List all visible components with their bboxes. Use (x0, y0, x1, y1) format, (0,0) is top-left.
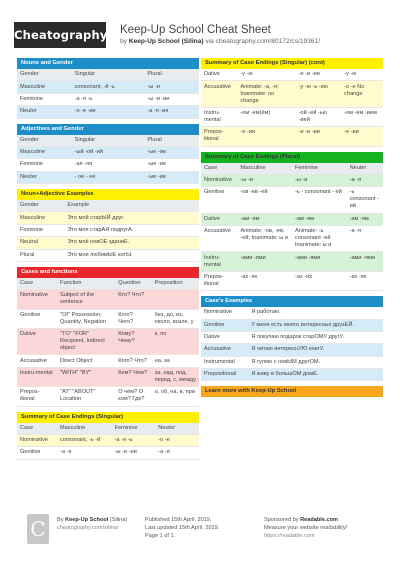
table-cell: Instru-mental (201, 107, 237, 126)
table-header-cell: Singular (72, 135, 145, 147)
learn-more-link[interactable]: Learn more with Keep-Up School (201, 386, 383, 397)
table-row (201, 127, 383, 146)
table-row (201, 226, 383, 252)
table-row (201, 331, 383, 343)
table-cell: -ами -ями (237, 252, 292, 271)
table-cell: Plural (17, 249, 64, 261)
table-row (17, 355, 199, 367)
table-row (201, 107, 383, 126)
table-row (17, 93, 199, 105)
nouns-gender-block (17, 58, 199, 119)
table-cell: -о -е (155, 434, 199, 446)
table-cell: Кого? Что? (115, 355, 151, 367)
table-header-cell: Preposition (152, 278, 199, 290)
summary-singular-table (17, 423, 199, 460)
table-cell: Это мой старЫЙ друг. (64, 212, 199, 224)
table-cell: -ам -ям (237, 213, 292, 225)
table-row (201, 174, 383, 186)
table-cell: Neuter (17, 171, 72, 183)
table-cell: -а -я -ь (112, 434, 156, 446)
table-header-cell: Case (17, 278, 57, 290)
table-cell: consonant, -ь -й (57, 434, 112, 446)
page-header (0, 0, 400, 55)
table-cell: Masculine (17, 81, 72, 93)
footer-author-url[interactable]: cheatography.com/silina/ (57, 525, 119, 531)
block-title: Summary of Case Endings (Singular) (17, 412, 199, 423)
cases-examples-table (201, 307, 383, 381)
table-cell: Animate: -а, -я; Inanimate: no change (237, 81, 295, 107)
noun-adjective-examples-block (17, 189, 199, 262)
footer-by-label: By (57, 517, 64, 523)
table-cell: "TO" "FOR" Recipient, Indirect object (57, 329, 115, 355)
table-cell: к, по (152, 329, 199, 355)
table-row (201, 271, 383, 290)
table-cell: за, над, под, перед, с, между (152, 367, 199, 386)
page-count: Page 1 of 1. (145, 533, 176, 539)
table-cell: Dative (17, 329, 57, 355)
table-row (17, 249, 199, 261)
table-cell: Кого? Чего? (115, 309, 151, 328)
table-row (17, 106, 199, 118)
table-cell: Dative (201, 213, 237, 225)
sponsor-url[interactable]: https://readable.com (264, 533, 315, 539)
footer-author-suffix: (Silina) (109, 517, 128, 523)
footer-author-link[interactable]: Keep-Up School (65, 517, 109, 523)
table-cell: Genitive (17, 309, 57, 328)
table-cell: Accusative (201, 226, 237, 252)
table-cell: -а -я (57, 447, 112, 459)
table-cell: Nominative (17, 290, 57, 309)
footer-dates (145, 516, 219, 540)
table-row (201, 356, 383, 368)
table-cell: -а -я (347, 226, 383, 252)
table-header-cell: Masculine (57, 423, 112, 435)
table-row (17, 434, 199, 446)
table-cell: Nominative (201, 174, 237, 186)
sponsor-line (264, 516, 347, 524)
table-row (17, 447, 199, 459)
table-cell: -е -и -ии (296, 127, 342, 146)
table-cell: -ь consonant - ий (347, 187, 383, 213)
table-header-cell: Gender (17, 135, 72, 147)
block-title: Summary of Case Endings (Plural) (201, 152, 383, 163)
table-cell: -ах -ях (237, 271, 292, 290)
table-header-cell: Question (115, 278, 151, 290)
table-row (201, 252, 383, 271)
sponsored-label: Sponsored by (264, 517, 299, 523)
table-cell: Prepos-itional (201, 271, 237, 290)
learn-more-block (201, 386, 383, 407)
table-header-cell: Plural (144, 69, 199, 81)
table-cell: Dative (201, 331, 248, 343)
table-cell: -ый -ой -ий (72, 146, 145, 158)
updated-date: Last updated 15th April, 2019. (145, 525, 220, 531)
table-cell: Я покупаю подарок старОМУ другУ. (248, 331, 383, 343)
left-column (17, 58, 199, 465)
table-cell: Dative (201, 69, 237, 81)
via-label: via (205, 38, 214, 45)
table-cell: -а -я (155, 447, 199, 459)
table-header-cell: Case (201, 163, 237, 175)
table-cell: -ая -яя (72, 159, 145, 171)
table-cell: -е -ии (341, 127, 383, 146)
table-cell: Neutral (17, 237, 64, 249)
table-header-row (17, 200, 199, 212)
table-row (201, 81, 383, 107)
table-cell: Prepositional (201, 369, 248, 381)
table-row (201, 187, 383, 213)
table-cell: -у -ю (341, 69, 383, 81)
table-cell: Instru-mental (201, 252, 237, 271)
table-cell: Direct Object (57, 355, 115, 367)
table-cell: -ами -ями (292, 252, 347, 271)
table-cell: Animate: -ь consonant -ей Inanimate: ы и (292, 226, 347, 252)
table-row (201, 344, 383, 356)
table-cell: Кому? Чему? (115, 329, 151, 355)
noun-adjective-examples-table (17, 200, 199, 262)
table-cell: Genitive (17, 447, 57, 459)
table-cell: -е -ии (237, 127, 295, 146)
table-header-cell: Example (64, 200, 199, 212)
table-cell: -ой -ей -ью -ией (296, 107, 342, 126)
published-date: Published 15th April, 2019. (145, 517, 212, 523)
table-cell: У меня есть много интересных друзЕЙ. (248, 319, 383, 331)
adjectives-gender-block (17, 124, 199, 185)
table-row (17, 81, 199, 93)
table-cell: Это моя старАЯ подругА. (64, 224, 199, 236)
table-header-cell: Neuter (347, 163, 383, 175)
table-header-cell: Singular (72, 69, 145, 81)
block-title: Summary of Case Endings (Singular) (cont) (201, 58, 383, 69)
sheet-url-link[interactable]: cheatography.com/80172/cs/19361/ (215, 38, 321, 45)
table-row (17, 367, 199, 386)
table-cell: -ы -и -ии (112, 447, 156, 459)
table-row (201, 213, 383, 225)
table-cell: -ые -ие (144, 171, 199, 183)
table-cell: Accusative (201, 344, 248, 356)
table-cell: -е -и -ии (296, 69, 342, 81)
table-row (17, 290, 199, 309)
table-cell: -а -я -ия (144, 106, 199, 118)
table-header-cell: Masculine (237, 163, 292, 175)
table-header-cell: Neuter (155, 423, 199, 435)
table-cell: Feminine (17, 93, 72, 105)
block-title: Cases and functions (17, 267, 199, 278)
table-header-row (17, 423, 199, 435)
table-row (201, 319, 383, 331)
table-cell: "WITH" "BY" (57, 367, 115, 386)
table-row (17, 237, 199, 249)
by-label: by (120, 38, 127, 45)
table-cell: -ах -ях (292, 271, 347, 290)
table-header-cell: Feminine (112, 423, 156, 435)
table-cell: -ам -ям (347, 213, 383, 225)
table-cell: Я читаю интереснУЮ книгУ. (248, 344, 383, 356)
author-link[interactable]: Keep-Up School (Silina) (128, 38, 204, 45)
page-footer (17, 506, 387, 558)
footer-author-line (57, 516, 127, 524)
table-cell: Subject of the sentence (57, 290, 115, 309)
summary-singular-cont-block (201, 58, 383, 147)
nouns-gender-table (17, 69, 199, 119)
block-title: Case's Examples (201, 296, 383, 307)
table-header-cell: Plural (144, 135, 199, 147)
table-cell: Nominative (17, 434, 57, 446)
table-row (17, 146, 199, 158)
table-cell: -ы -и (144, 81, 199, 93)
table-cell: Feminine (17, 224, 64, 236)
summary-plural-table (201, 163, 383, 292)
table-cell: -ах -ях (347, 271, 383, 290)
cases-functions-table (17, 278, 199, 407)
table-cell: - ое - ее (72, 171, 145, 183)
table-cell: Genitive (201, 319, 248, 331)
sponsor-tagline: Measure your website readability! (264, 525, 348, 531)
table-row (201, 369, 383, 381)
table-cell: О чём? О ком? Где? (115, 387, 151, 406)
table-header-row (201, 163, 383, 175)
table-cell: consonant, -й -ь (72, 81, 145, 93)
table-header-row (17, 69, 199, 81)
adjectives-gender-table (17, 135, 199, 185)
table-cell: -о -е No change (341, 81, 383, 107)
table-cell: Я гуляю с новЫМ другОМ. (248, 356, 383, 368)
table-header-cell: Feminine (292, 163, 347, 175)
table-cell: Это мои любимЫЕ котЫ. (64, 249, 199, 261)
table-cell: о, об, на, в, при (152, 387, 199, 406)
table-cell: -ы -и (237, 174, 292, 186)
table-cell: -у -ю (237, 69, 295, 81)
table-cell: Instru-mental (17, 367, 57, 386)
table-header-cell: Case (17, 423, 57, 435)
table-cell: Я работаю. (248, 307, 383, 319)
sheet-title: Keep-Up School Cheat Sheet (120, 24, 271, 36)
table-cell: Masculine (17, 146, 72, 158)
table-cell: Feminine (17, 159, 72, 171)
table-cell: -ь - consonant - ей (292, 187, 347, 213)
table-cell: -ам -ям (292, 213, 347, 225)
table-cell: -ами -ями (347, 252, 383, 271)
table-cell: Я живу в большОМ домЕ. (248, 369, 383, 381)
table-cell: Accusative (201, 81, 237, 107)
table-cell: -а -я -ь (72, 93, 145, 105)
table-cell: -ов -ев -ей (237, 187, 292, 213)
table-cell: Prepos-itional (201, 127, 237, 146)
table-header-row (17, 135, 199, 147)
right-column (201, 58, 383, 412)
table-cell: -ом -ем(ём) (237, 107, 295, 126)
cases-functions-block (17, 267, 199, 407)
cheatography-logo[interactable]: Cheatography (14, 22, 106, 48)
table-header-row (17, 278, 199, 290)
block-title: Nouns and Gender (17, 58, 199, 69)
table-row (17, 387, 199, 406)
footer-author (57, 516, 127, 532)
table-cell: -ые -ие (144, 159, 199, 171)
summary-plural-block (201, 152, 383, 292)
table-row (17, 171, 199, 183)
table-cell: "Of" Possession, Quantity, Negation (57, 309, 115, 328)
table-cell: Genitive (201, 187, 237, 213)
table-cell: Accusative (17, 355, 57, 367)
sponsor-link[interactable]: Readable.com (300, 517, 339, 523)
table-cell: -о -е -ие (72, 106, 145, 118)
table-cell: -ом -ем -ием (341, 107, 383, 126)
block-title: Noun+Adjective Examples (17, 189, 199, 200)
table-cell: без, до, из, около, возле, у (152, 309, 199, 328)
table-cell: Neuter (17, 106, 72, 118)
cases-examples-block (201, 296, 383, 381)
table-row (201, 307, 383, 319)
table-cell: Это моё новОЕ зданиЕ. (64, 237, 199, 249)
table-row (17, 309, 199, 328)
table-cell: -ые -ие (144, 146, 199, 158)
table-cell: Instrumental (201, 356, 248, 368)
table-cell: на, за (152, 355, 199, 367)
table-cell: Кем? Чем? (115, 367, 151, 386)
table-cell: -ы -и -ии (144, 93, 199, 105)
table-header-cell: Gender (17, 200, 64, 212)
table-row (201, 69, 383, 81)
table-cell: Nominative (201, 307, 248, 319)
table-row (17, 212, 199, 224)
block-title: Adjectives and Gender (17, 124, 199, 135)
table-header-cell: Gender (17, 69, 72, 81)
footer-sponsor (264, 516, 347, 540)
table-cell: Masculine (17, 212, 64, 224)
table-row (17, 224, 199, 236)
summary-singular-block (17, 412, 199, 460)
table-cell: Кто? Что? (115, 290, 151, 309)
learn-more-body (201, 397, 383, 407)
table-cell: -ы -и (292, 174, 347, 186)
author-badge-icon[interactable]: C (27, 514, 49, 544)
table-cell: -а -я (347, 174, 383, 186)
table-cell (152, 290, 199, 309)
table-cell: -у -ю -ь -ию (296, 81, 342, 107)
table-cell: Prepos-itional (17, 387, 57, 406)
sheet-byline (120, 38, 320, 45)
table-row (17, 159, 199, 171)
table-cell: Animate: -ов, -ев, -ей; Inanimate: ы и (237, 226, 292, 252)
table-cell: "AT" "ABOUT" Location (57, 387, 115, 406)
table-header-cell: Function (57, 278, 115, 290)
summary-singular-cont-table (201, 69, 383, 147)
table-row (17, 329, 199, 355)
